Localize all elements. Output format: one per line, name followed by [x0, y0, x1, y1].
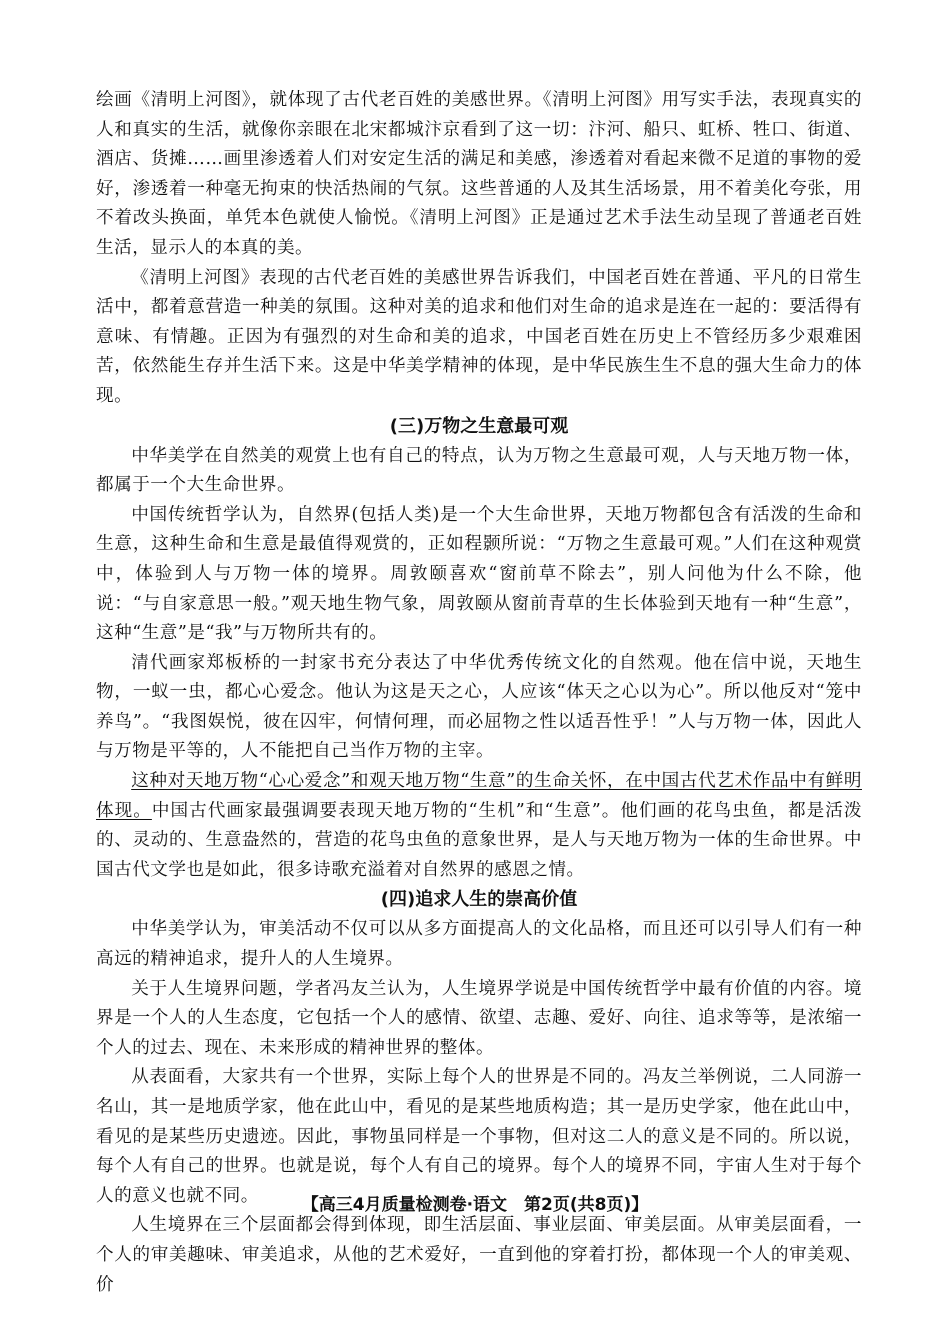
paragraph-3: 中华美学在自然美的观赏上也有自己的特点，认为万物之生意最可观，人与天地万物一体，都属于一个大生命世界。 [96, 445, 862, 496]
paragraph-1: 绘画《清明上河图》，就体现了古代老百姓的美感世界。《清明上河图》用写实手法，表现真实的人和真实的生活，就像你亲眼在北宋都城汴京看到了这一切：汴河、船只、虹桥、牲口、街道、酒店、货摊……画里渗透着人们对安定生活的满足和美感，渗透着对看起来微不足道的事物的爱好，渗透着一种毫无拘束的快活热闹的气氛。这些普通的人及其生活场景，用不着美化夸张，用不着改头换面，单凭本色就使人愉悦。《清明上河图》正是通过艺术手法生动呈现了普通老百姓生活，显示人的本真的美。 [96, 90, 862, 258]
paragraph-2: 《清明上河图》表现的古代老百姓的美感世界告诉我们，中国老百姓在普通、平凡的日常生活中，都着意营造一种美的氛围。这种对美的追求和他们对生命的追求是连在一起的：要活得有意味、有情趣。正因为有强烈的对生命和美的追求，中国老百姓在历史上不管经历多少艰难困苦，依然能生存并生活下来。这是中华美学精神的体现，是中华民族生生不息的强大生命力的体现。 [96, 267, 862, 406]
paragraph-7: 中华美学认为，审美活动不仅可以从多方面提高人的文化品格，而且还可以引导人们有一种高远的精神追求，提升人的人生境界。 [96, 919, 862, 970]
article-body [96, 86, 862, 1300]
section-heading-3: (三)万物之生意最可观 [389, 415, 569, 437]
paragraph-6-rest: 中国古代画家最强调要表现天地万物的“生机”和“生意”。他们画的花鸟虫鱼，都是活泼的、灵动的、生意盎然的，营造的花鸟虫鱼的意象世界，是人与天地万物为一体的生命世界。中国古代文学也是如此，很多诗歌充溢着对自然界的感恩之情。 [96, 800, 862, 880]
underlined-sentence: 这种对天地万物“心心爱念”和观天地万物“生意”的生命关怀，在中国古代艺术作品中有鲜明体现。 [96, 771, 862, 821]
paragraph-6 [96, 767, 862, 885]
page-footer: 【高三4月质量检测卷·语文 第2页(共8页)】 [301, 1195, 649, 1215]
paragraph-4: 中国传统哲学认为，自然界(包括人类)是一个大生命世界，天地万物都包含有活泼的生命和生意，这种生命和生意是最值得观赏的，正如程颢所说：“万物之生意最可观。”人们在这种观赏中，体验到人与万物一体的境界。周敦颐喜欢“窗前草不除去”，别人问他为什么不除，他说：“与自家意思一般。”观天地生物气象，周敦颐从窗前青草的生长体验到天地有一种“生意”，这种“生意”是“我”与万物所共有的。 [96, 504, 862, 644]
paragraph-9: 从表面看，大家共有一个世界，实际上每个人的世界是不同的。冯友兰举例说，二人同游一名山，其一是地质学家，他在此山中，看见的是某些地质构造；其一是历史学家，他在此山中，看见的是某些历史遗迹。因此，事物虽同样是一个事物，但对这二人的意义是不同的。所以说，每个人有自己的世界。也就是说，每个人有自己的境界。每个人的境界不同，宇宙人生对于每个人的意义也就不同。 [96, 1067, 862, 1206]
section-heading-4: (四)追求人生的崇高价值 [380, 889, 578, 911]
paragraph-5: 清代画家郑板桥的一封家书充分表达了中华优秀传统文化的自然观。他在信中说，天地生物，一蚁一虫，都心心爱念。他认为这是天之心，人应该“体天之心以为心”。所以他反对“笼中养鸟”。“我图娱悦，彼在囚牢，何情何理，而必屈物之性以适吾性乎！”人与万物一体，因此人与万物是平等的，人不能把自己当作万物的主宰。 [96, 652, 862, 762]
paragraph-8: 关于人生境界问题，学者冯友兰认为，人生境界学说是中国传统哲学中最有价值的内容。境界是一个人的人生态度，它包括一个人的感情、欲望、志趣、爱好、向往、追求等等，是浓缩一个人的过去、现在、未来形成的精神世界的整体。 [96, 978, 862, 1058]
paragraph-10: 人生境界在三个层面都会得到体现，即生活层面、事业层面、审美层面。从审美层面看，一个人的审美趣味、审美追求，从他的艺术爱好，一直到他的穿着打扮，都体现一个人的审美观、价 [96, 1215, 862, 1295]
